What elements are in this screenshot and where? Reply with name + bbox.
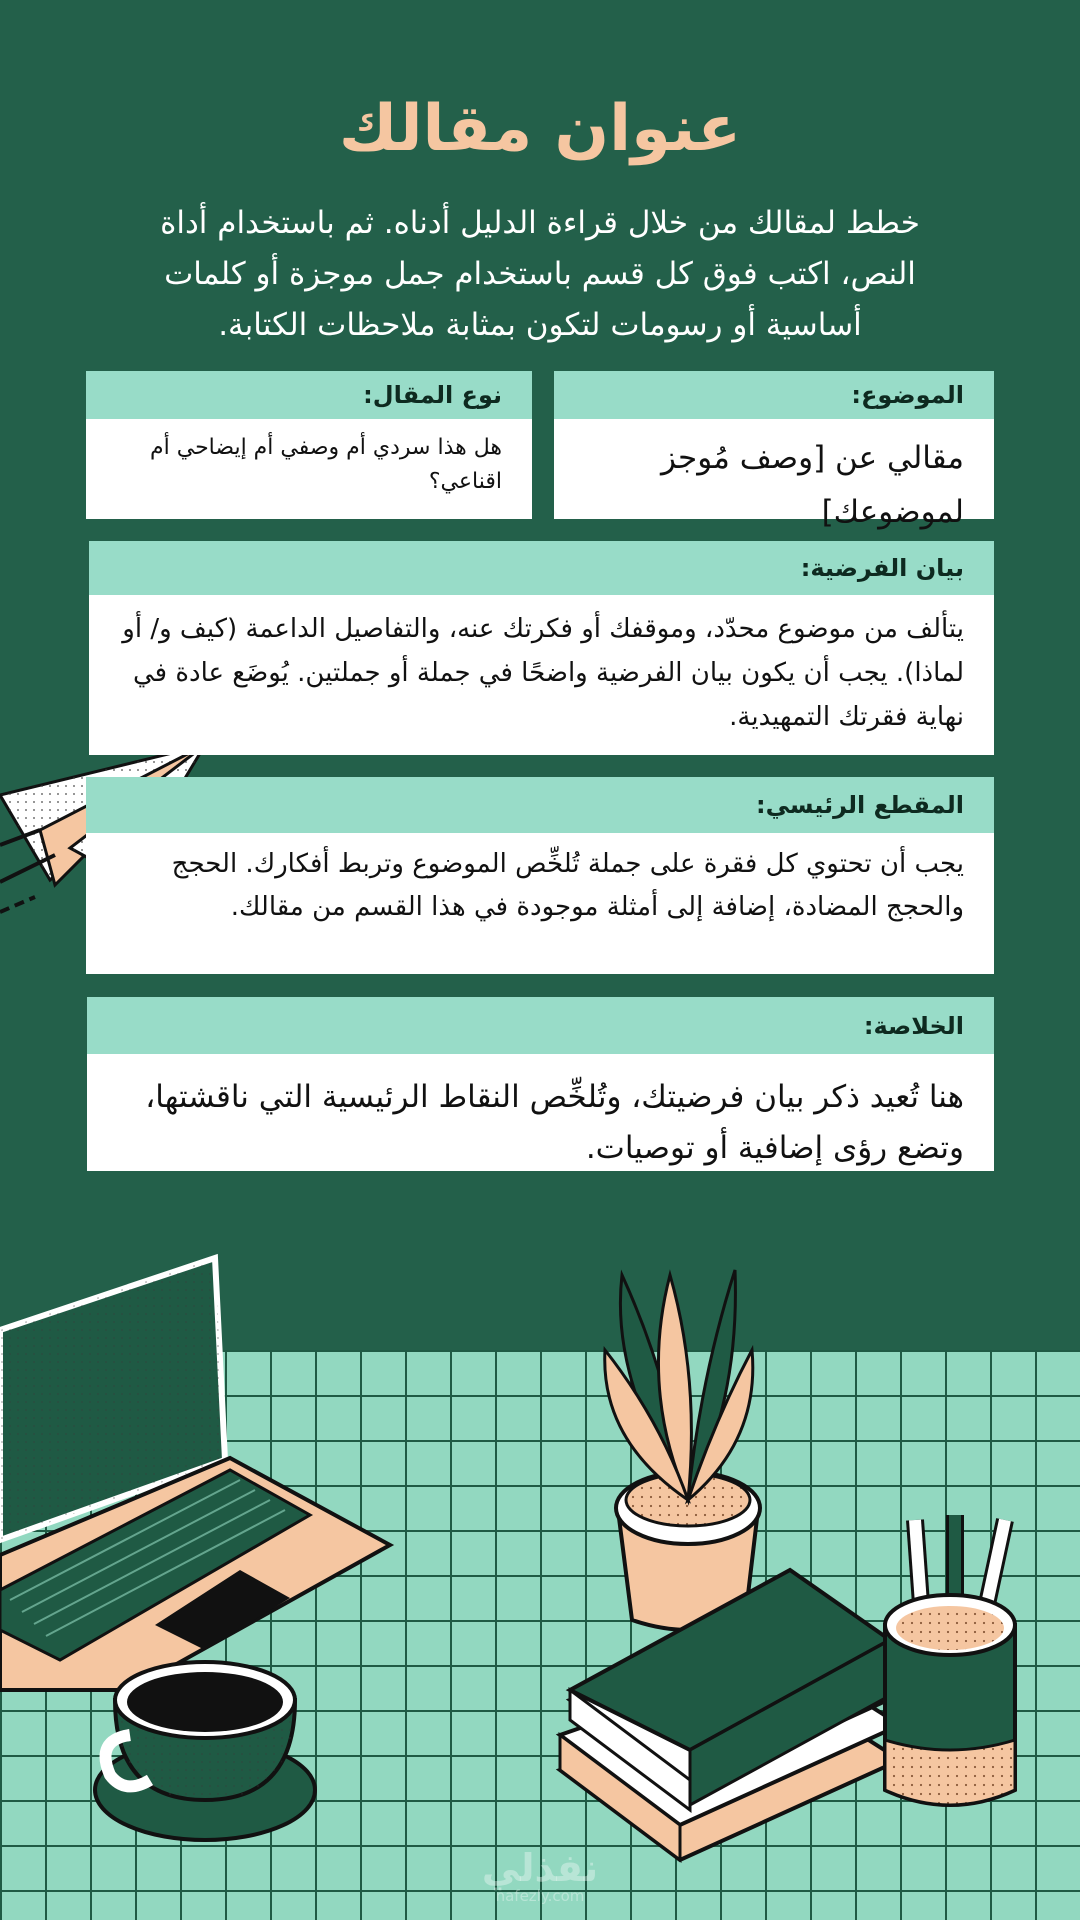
conclusion-label: الخلاصة: <box>87 997 994 1054</box>
main-body-label: المقطع الرئيسي: <box>86 777 994 833</box>
intro-text: خطط لمقالك من خلال قراءة الدليل أدناه. ثم باستخدام أداة النص، اكتب فوق كل قسم باستخدام جمل موجزة أو كلمات أساسية أو رسومات لتكون بمثابة ملاحظات الكتابة. <box>160 205 920 343</box>
essay-type-label: نوع المقال: <box>86 371 532 419</box>
thesis-text[interactable]: يتألف من موضوع محدّد، وموقفك أو فكرتك عنه، والتفاصيل الداعمة (كيف و/ أو لماذا). يجب أن يكون بيان الفرضية واضحًا في جملة أو جملتين. يُوضَع عادة في نهاية فقرتك التمهيدية. <box>89 595 994 755</box>
watermark-url: nafezly.com <box>495 1887 585 1905</box>
topic-text[interactable]: مقالي عن [وصف مُوجز لموضوعك] <box>554 419 994 519</box>
watermark-logo: نفذلي <box>481 1846 599 1890</box>
thesis-label: بيان الفرضية: <box>89 541 994 595</box>
conclusion-card <box>87 997 994 1171</box>
topic-card <box>554 371 994 530</box>
essay-type-card <box>86 371 532 519</box>
essay-type-text[interactable]: هل هذا سردي أم وصفي أم إيضاحي أم اقناعي؟ <box>86 419 532 519</box>
main-body-text[interactable]: يجب أن تحتوي كل فقرة على جملة تُلخِّص الموضوع وتربط أفكارك. الحجج والحجج المضادة، إضافة إلى أمثلة موجودة في هذا القسم من مقالك. <box>86 833 994 974</box>
topic-label: الموضوع: <box>554 371 994 419</box>
main-body-card <box>86 777 994 974</box>
watermark <box>470 1848 610 1904</box>
coffee-cup-icon <box>95 1662 315 1840</box>
thesis-card <box>89 541 994 755</box>
page-title: عنوان مقالك <box>338 92 742 166</box>
conclusion-text[interactable]: هنا تُعيد ذكر بيان فرضيتك، وتُلخِّص النقاط الرئيسية التي ناقشتها، وتضع رؤى إضافية أو توصيات. <box>87 1054 994 1171</box>
